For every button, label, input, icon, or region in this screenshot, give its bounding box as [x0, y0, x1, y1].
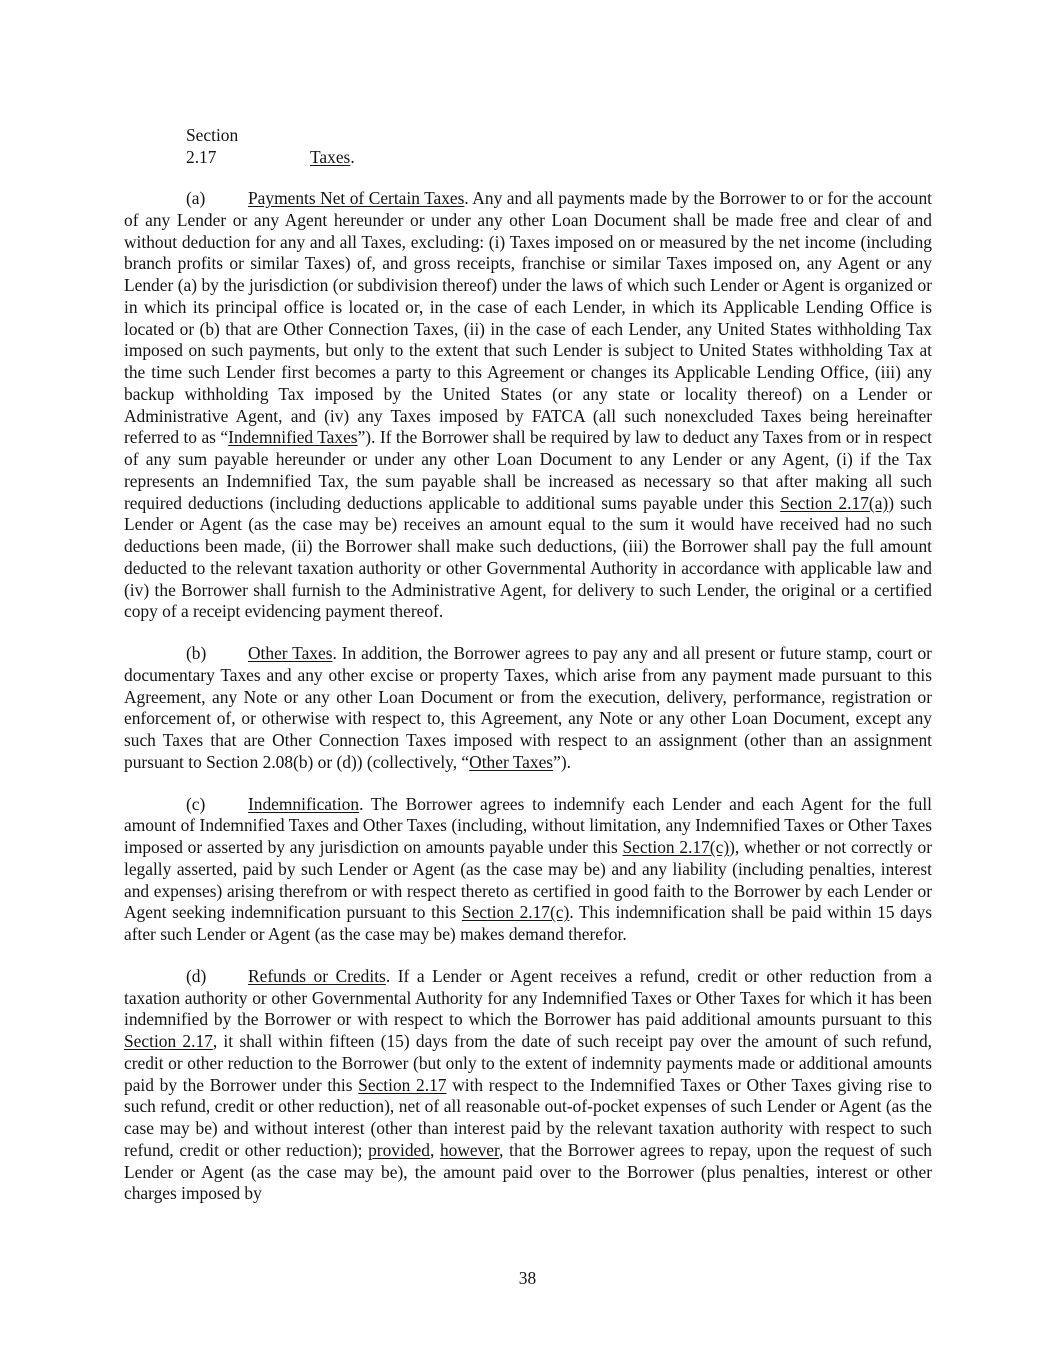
section-reference: Section 2.17	[124, 1031, 213, 1051]
section-heading	[124, 124, 932, 168]
paragraph-heading: Refunds or Credits	[248, 965, 386, 986]
paragraph-text: . Any and all payments made by the Borrower to or for the account of any Lender or any Agent hereunder or under any other Loan Document shall be made free and clear of and without deduction for any and all Taxes, excluding: (i) Taxes imposed on or measured by the net income (including branch profits or similar Taxes) of, and gross receipts, franchise or similar Taxes imposed on, any Agent or any Lender (a) by the jurisdiction (or subdivision thereof) under the laws of which such Lender or Agent is organized or in which its principal office is located or, in the case of each Lender, in which its Applicable Lending Office is located or (b) that are Other Connection Taxes, (ii) in the case of each Lender, any United States withholding Tax imposed on such payments, but only to the extent that such Lender is subject to United States withholding Tax at the time such Lender first becomes a party to this Agreement or changes its Applicable Lending Office, (iii) any backup withholding Tax imposed by the United States (or any state or locality thereof) on a Lender or Administrative Agent, and (iv) any Taxes imposed by FATCA (all such nonexcluded Taxes being hereinafter referred to as “	[124, 188, 932, 448]
section-reference: Section 2.17(c)	[461, 902, 570, 923]
paragraph-label: (b)	[186, 643, 207, 663]
paragraph-label: (c)	[186, 793, 206, 814]
paragraph-label: (d)	[186, 965, 207, 986]
section-reference: Section 2.17(a)	[780, 492, 889, 513]
paragraph-heading: Payments Net of Certain Taxes	[248, 188, 465, 208]
section-reference: Section 2.17	[358, 1074, 447, 1095]
proviso-term: however	[439, 1139, 500, 1160]
page-number: 38	[518, 1268, 537, 1288]
paragraph-heading: Indemnification	[248, 793, 360, 814]
section-title-suffix: .	[350, 147, 355, 167]
defined-term: Indemnified Taxes	[228, 427, 358, 448]
section-title: Taxes	[310, 147, 351, 167]
defined-term: Other Taxes	[469, 751, 554, 772]
paragraph-text: . If a Lender or Agent receives a refund, credit or other reduction from a taxation authority or other Governmental Authority for any Indemnified Taxes or Other Taxes for which it has been indemnified by the Borrower or with respect to which the Borrower has paid additional amounts pursuant to this	[124, 965, 932, 1030]
paragraph-text: , it shall within fifteen (15) days from the date of such receipt pay over the amount of such refund, credit or other reduction to the Borrower (but only to the extent of indemnity payments made or additional amounts paid by the Borrower under this	[124, 1031, 932, 1095]
paragraph-heading: Other Taxes	[248, 643, 333, 663]
section-number: Section 2.17	[186, 125, 239, 167]
paragraph-text: ), whether or not correctly or legally asserted, paid by such Lender or Agent (as the case may be) and any liability (including penalties, interest and expenses) arising therefrom or with respect thereto as certified in good faith to the Borrower by each Lender or Agent seeking indemnification pursuant to this	[124, 837, 932, 923]
paragraph-text: ) such Lender or Agent (as the case may be) receives an amount equal to the sum it would have received had no such deductions been made, (ii) the Borrower shall make such deductions, (iii) the Borrower shall pay the full amount deducted to the relevant taxation authority or other Governmental Authority in accordance with applicable law and (iv) the Borrower shall furnish to the Administrative Agent, for delivery to such Lender, the original or a certified copy of a receipt evidencing payment thereof.	[124, 492, 932, 622]
paragraph-text: ,	[429, 1139, 440, 1160]
document-page	[124, 124, 932, 1225]
paragraph-d	[124, 966, 932, 1205]
paragraph-text: , that the Borrower agrees to repay, upon the request of such Lender or Agent (as the case may be), the amount paid over to the Borrower (plus penalties, interest or other charges imposed by	[124, 1139, 932, 1204]
paragraph-a	[124, 188, 932, 623]
paragraph-b	[124, 643, 932, 774]
paragraph-text: . This indemnification shall be paid within 15 days after such Lender or Agent (as the case may be) makes demand therefor.	[124, 902, 932, 944]
paragraph-text: with respect to the Indemnified Taxes or Other Taxes giving rise to such refund, credit or other reduction), net of all reasonable out-of-pocket expenses of such Lender or Agent (as the case may be) and without interest (other than interest paid by the relevant taxation authority with respect to such refund, credit or other reduction);	[124, 1074, 933, 1160]
paragraph-text: ”).	[553, 751, 571, 772]
paragraph-text: ”). If the Borrower shall be required by law to deduct any Taxes from or in respect of any sum payable hereunder or under any other Loan Document to any Lender or any Agent, (i) if the Tax represents an Indemnified Tax, the sum payable shall be increased as necessary so that after making all such required deductions (including deductions applicable to additional sums payable under this	[124, 427, 932, 513]
proviso-term: provided	[368, 1139, 430, 1160]
paragraph-label: (a)	[186, 188, 206, 208]
paragraph-c	[124, 794, 932, 946]
section-reference: Section 2.17(c)	[622, 837, 730, 857]
paragraph-text: . The Borrower agrees to indemnify each Lender and each Agent for the full amount of Indemnified Taxes and Other Taxes (including, without limitation, any Indemnified Taxes or Other Taxes imposed or asserted by any jurisdiction on amounts payable under this	[124, 793, 932, 857]
paragraph-text: . In addition, the Borrower agrees to pay any and all present or future stamp, court or documentary Taxes and any other excise or property Taxes, which arise from any payment made pursuant to this Agreement, any Note or any other Loan Document or from the execution, delivery, performance, registration or enforcement of, or otherwise with respect to, this Agreement, any Note or any other Loan Document, except any such Taxes that are Other Connection Taxes imposed with respect to an assignment (other than an assignment pursuant to Section 2.08(b) or (d)) (collectively, “	[124, 643, 932, 772]
